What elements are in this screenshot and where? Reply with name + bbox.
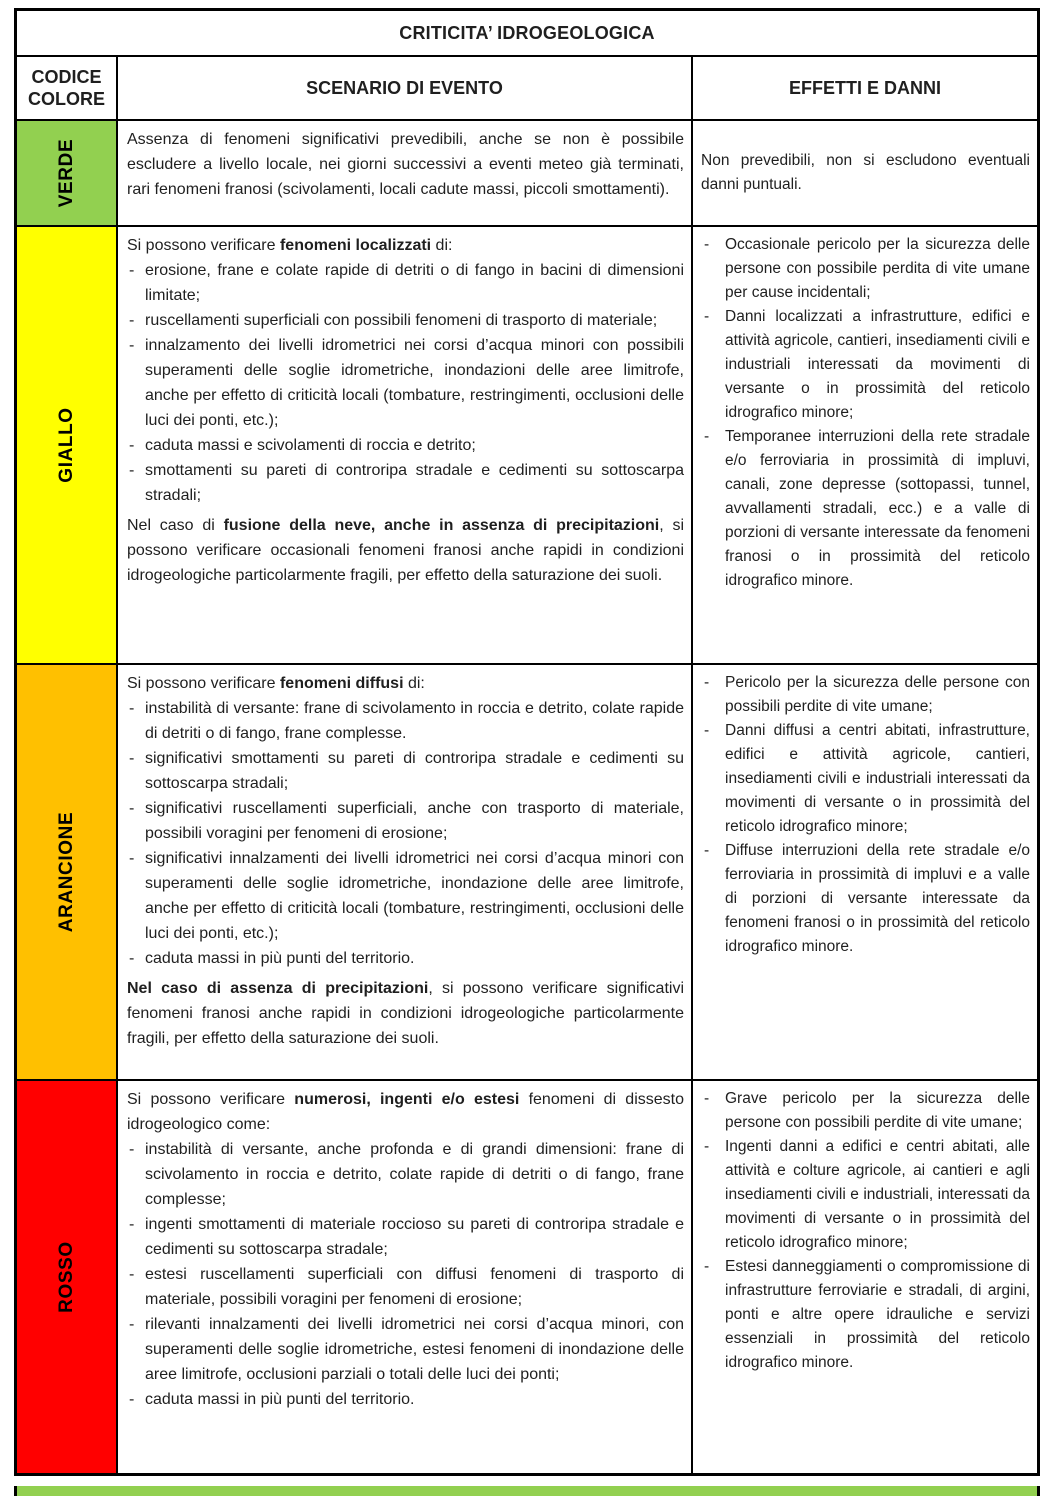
bullet-item [127, 333, 684, 433]
bullet-dash: - [704, 1138, 710, 1155]
bullet-dash: - [704, 1090, 710, 1107]
scenario-text [118, 121, 691, 225]
scenario-cell [116, 665, 691, 1079]
bullet-dash: - [704, 1258, 710, 1275]
color-code-cell-verde [17, 121, 116, 225]
bullet-text [725, 1135, 1030, 1255]
bullet-text [725, 425, 1030, 593]
bullet-item [127, 433, 684, 458]
bullet-dash: - [129, 1216, 135, 1233]
text: Assenza di fenomeni significativi prevedibili, anche se non è possibile escludere a livello locale, nei giorni successivi a eventi meteo già terminati, rari fenomeni franosi (scivolamenti, locali cadute massi, piccoli smottamenti). [127, 131, 684, 198]
bullet-item [701, 233, 1030, 305]
criticita-idrogeologica-table [14, 8, 1040, 1476]
bullet-text [145, 946, 684, 971]
text: fenomeni di dissesto idrogeologico come: [127, 1091, 684, 1133]
paragraph [701, 149, 1030, 197]
bullet-dash: - [129, 1391, 135, 1408]
color-code-label: ROSSO [55, 1241, 77, 1313]
color-code-label: ARANCIONE [55, 811, 77, 933]
bullet-item [127, 696, 684, 746]
bullet-item [127, 1262, 684, 1312]
bullet-item [701, 305, 1030, 425]
paragraph [127, 233, 684, 258]
bullet-text [145, 433, 684, 458]
text: Danni localizzati a infrastrutture, edifici e attività agricole, cantieri, insediamenti civili e industriali interessati da movimenti di versante o in prossimità del reticolo idrografico minore; [725, 308, 1030, 421]
bullet-item [127, 1387, 684, 1412]
bullet-item [701, 425, 1030, 593]
bullet-item [701, 1087, 1030, 1135]
paragraph [127, 1087, 684, 1137]
text: Non prevedibili, non si escludono eventuali danni puntuali. [701, 152, 1030, 193]
scenario-cell [116, 227, 691, 663]
bullet-text [145, 258, 684, 308]
bullet-item [127, 258, 684, 308]
text: rilevanti innalzamenti dei livelli idrometrici nei corsi d’acqua minori, con superamenti delle soglie idrometriche, estesi fenomeni di inondazione delle aree limitrofe, occlusioni parziali o totali delle luci dei ponti; [145, 1316, 684, 1383]
bullet-dash: - [129, 312, 135, 329]
bullet-item [701, 1135, 1030, 1255]
bullet-text [145, 458, 684, 508]
bold-text: Nel caso di assenza di precipitazioni [127, 980, 429, 997]
bullet-text [145, 696, 684, 746]
header-scenario-di-evento: SCENARIO DI EVENTO [116, 57, 691, 119]
text: significativi smottamenti su pareti di controripa stradale e cedimenti su sottoscarpa stradali; [145, 750, 684, 792]
effects-cell [691, 121, 1037, 225]
bullet-item [127, 1312, 684, 1387]
effects-cell [691, 665, 1037, 1079]
text: Grave pericolo per la sicurezza delle persone con possibili perdite di vite umane; [725, 1090, 1030, 1131]
text: Danni diffusi a centri abitati, infrastrutture, edifici e attività agricole, cantieri, insediamenti civili e industriali interessati da movimenti di versante o in prossimità del reticolo idrografico minore; [725, 722, 1030, 835]
bullet-text [725, 1255, 1030, 1375]
bullet-dash: - [129, 462, 135, 479]
text: di: [431, 237, 453, 254]
text: ruscellamenti superficiali con possibili fenomeni di trasporto di materiale; [145, 312, 658, 329]
effects-text [693, 227, 1037, 663]
text: Occasionale pericolo per la sicurezza delle persone con possibile perdita di vite umane per cause incidentali; [725, 236, 1030, 301]
table-body [17, 119, 1037, 1473]
bullet-text [145, 1137, 684, 1212]
text: , si possono verificare significativi fenomeni franosi anche rapidi in condizioni idrogeologiche particolarmente fragili, per effetto della saturazione dei suoli. [127, 980, 684, 1047]
text: Estesi danneggiamenti o compromissione di infrastrutture ferroviarie e stradali, di argini, ponti e altre opere idrauliche e servizi essenziali in prossimità del reticolo idrografico minore. [725, 1258, 1030, 1371]
effects-cell [691, 227, 1037, 663]
bullet-dash: - [704, 428, 710, 445]
text: , si possono verificare occasionali fenomeni franosi anche rapidi in condizioni idrogeologiche particolarmente fragili, per effetto della saturazione dei suoli. [127, 517, 685, 584]
bullet-dash: - [704, 308, 710, 325]
bullet-item [127, 1212, 684, 1262]
color-code-label: GIALLO [55, 407, 77, 483]
text: instabilità di versante, anche profonda e di grandi dimensioni: frane di scivolamento in roccia e detrito, colate rapide di detriti o di fango, frane complesse; [145, 1141, 684, 1208]
bullet-dash: - [129, 800, 135, 817]
bullet-text [725, 671, 1030, 719]
scenario-text [118, 665, 691, 1079]
effects-text [693, 121, 1037, 225]
bullet-text [725, 305, 1030, 425]
bullet-item [127, 946, 684, 971]
bullet-item [701, 719, 1030, 839]
bold-text: fenomeni localizzati [279, 237, 432, 254]
bullet-dash: - [129, 1266, 135, 1283]
bullet-item [127, 1137, 684, 1212]
table-row-giallo [17, 225, 1037, 663]
text: ingenti smottamenti di materiale roccioso su pareti di controripa stradale e cedimenti su sottoscarpa stradale; [145, 1216, 684, 1258]
bullet-text [725, 719, 1030, 839]
header-codice-colore: CODICE COLORE [27, 66, 105, 109]
bullet-item [701, 839, 1030, 959]
bullet-text [725, 1087, 1030, 1135]
text: caduta massi e scivolamenti di roccia e detrito; [145, 437, 476, 454]
table-row-rosso [17, 1079, 1037, 1473]
bullet-item [127, 846, 684, 946]
bold-text: fusione della neve, anche in assenza di precipitazioni [223, 517, 660, 534]
bullet-item [701, 1255, 1030, 1375]
text: caduta massi in più punti del territorio. [145, 1391, 415, 1408]
text: estesi ruscellamenti superficiali con diffusi fenomeni di trasporto di materiale, possibili voragini per fenomeni di erosione; [145, 1266, 684, 1308]
scenario-text [118, 227, 691, 663]
bullet-text [145, 308, 684, 333]
bullet-item [701, 671, 1030, 719]
bullet-item [127, 308, 684, 333]
bullet-text [145, 1312, 684, 1387]
bullet-dash: - [704, 674, 710, 691]
table-title: CRITICITA’ IDROGEOLOGICA [399, 22, 655, 43]
paragraph [127, 976, 684, 1051]
effects-text [693, 1081, 1037, 1473]
bullet-text [145, 333, 684, 433]
text: erosione, frane e colate rapide di detriti o di fango in bacini di dimensioni limitate; [145, 262, 684, 304]
scenario-cell [116, 121, 691, 225]
text: Temporanee interruzioni della rete stradale e/o ferroviaria in prossimità di impluvi, canali, zone depresse (sottopassi, tunnel, avvallamenti stradali, ecc.) e a valle di porzioni di versante interessate da fenomeni franosi o in prossimità del reticolo idrografico minore. [725, 428, 1030, 589]
bold-text: numerosi, ingenti e/o estesi [294, 1091, 520, 1108]
table-row-arancione [17, 663, 1037, 1079]
text: caduta massi in più punti del territorio. [145, 950, 415, 967]
bullet-text [725, 233, 1030, 305]
bullet-text [145, 746, 684, 796]
color-code-cell-giallo [17, 227, 116, 663]
bullet-dash: - [129, 262, 135, 279]
bullet-dash: - [704, 842, 710, 859]
paragraph [127, 127, 684, 202]
bullet-text [725, 839, 1030, 959]
bullet-dash: - [129, 950, 135, 967]
paragraph [127, 671, 684, 696]
text: Pericolo per la sicurezza delle persone con possibili perdite di vite umane; [725, 674, 1030, 715]
bullet-item [127, 458, 684, 508]
bullet-dash: - [129, 700, 135, 717]
bullet-dash: - [129, 850, 135, 867]
next-table-row-peek [14, 1486, 1040, 1496]
effects-text [693, 665, 1037, 1079]
bullet-dash: - [704, 236, 710, 253]
bullet-text [145, 1262, 684, 1312]
bullet-dash: - [129, 1316, 135, 1333]
paragraph [127, 513, 684, 588]
bullet-text [145, 846, 684, 946]
bullet-dash: - [129, 337, 135, 354]
bullet-dash: - [129, 437, 135, 454]
effects-cell [691, 1081, 1037, 1473]
color-code-cell-rosso [17, 1081, 116, 1473]
text: significativi ruscellamenti superficiali, anche con trasporto di materiale, possibili voragini per fenomeni di erosione; [145, 800, 684, 842]
text: Nel caso di [127, 517, 224, 534]
text: Si possono verificare [127, 237, 280, 254]
bullet-dash: - [129, 750, 135, 767]
color-code-cell-arancione [17, 665, 116, 1079]
scenario-cell [116, 1081, 691, 1473]
text: Si possono verificare [127, 1091, 295, 1108]
text: di: [403, 675, 425, 692]
bullet-dash: - [129, 1141, 135, 1158]
bullet-dash: - [704, 722, 710, 739]
bullet-item [127, 746, 684, 796]
scenario-text [118, 1081, 691, 1473]
text: innalzamento dei livelli idrometrici nei corsi d’acqua minori con possibili superamenti delle soglie idrometriche, inondazioni delle aree limitrofe, anche per effetto di criticità locali (tombature, restringimenti, occlusioni delle luci dei ponti, etc.); [145, 337, 684, 429]
table-row-verde [17, 119, 1037, 225]
bold-text: fenomeni diffusi [279, 675, 404, 692]
text: significativi innalzamenti dei livelli idrometrici nei corsi d’acqua minori con superamenti delle soglie idrometriche, inondazione delle aree limitrofe, anche per effetto di criticità locali (tombature, restringimenti, occlusioni delle luci dei ponti, etc.); [145, 850, 684, 942]
bullet-text [145, 1387, 684, 1412]
text: smottamenti su pareti di controripa stradale e cedimenti su sottoscarpa stradali; [145, 462, 684, 504]
header-effetti-e-danni: EFFETTI E DANNI [691, 57, 1037, 119]
bullet-text [145, 1212, 684, 1262]
table-header-row [17, 55, 1037, 119]
text: Si possono verificare [127, 675, 280, 692]
bullet-item [127, 796, 684, 846]
text: instabilità di versante: frane di scivolamento in roccia e detrito, colate rapide di detriti o di fango, frane complesse. [145, 700, 684, 742]
color-code-label: VERDE [55, 138, 77, 208]
bullet-text [145, 796, 684, 846]
text: Ingenti danni a edifici e centri abitati, alle attività e colture agricole, ai cantieri e agli insediamenti civili e industriali, interessati da movimenti di versante o in prossimità del reticolo idrografico minore; [725, 1138, 1030, 1251]
text: Diffuse interruzioni della rete stradale e/o ferroviaria in prossimità di impluvi e a valle di porzioni di versante interessate da fenomeni franosi o in prossimità del reticolo idrografico minore. [725, 842, 1030, 955]
